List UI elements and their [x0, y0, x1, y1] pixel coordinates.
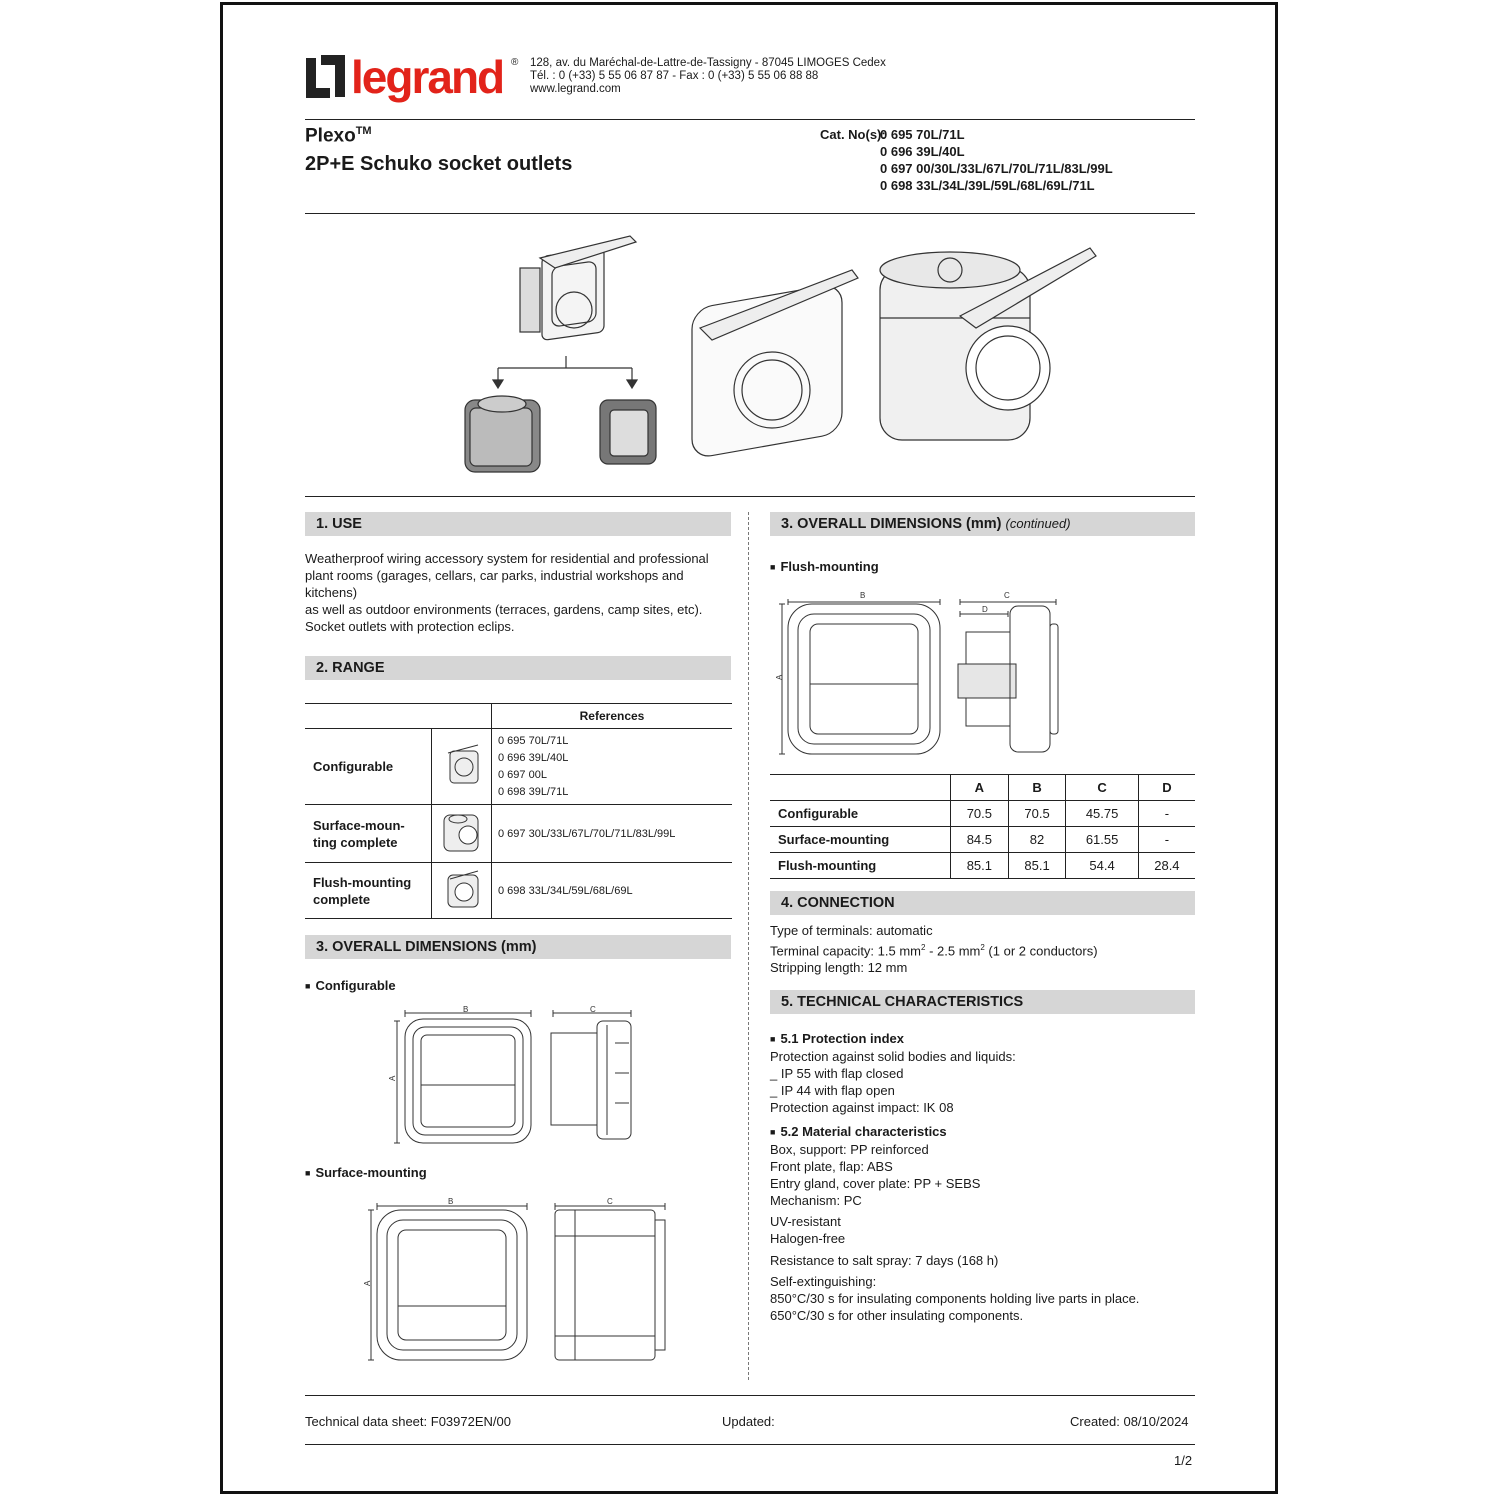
- material-line: Box, support: PP reinforced: [770, 1142, 929, 1157]
- svg-text:A: A: [363, 1280, 372, 1286]
- dim-value: 61.55: [1066, 827, 1138, 853]
- range-table: [305, 703, 732, 919]
- protection-line: _ IP 44 with flap open: [770, 1083, 895, 1098]
- range-ref: 0 698 33L/34L/59L/68L/69L: [492, 863, 733, 919]
- dim-row-label: Surface-mounting: [778, 832, 890, 847]
- configurable-dimension-drawing: [385, 1003, 645, 1153]
- svg-text:D: D: [982, 605, 988, 614]
- dim-row-label: Configurable: [778, 806, 859, 821]
- protection-line: Protection against impact: IK 08: [770, 1100, 954, 1115]
- section-technical-heading: 5. TECHNICAL CHARACTERISTICS: [770, 990, 1195, 1014]
- protection-text: [770, 1048, 1016, 1116]
- updated-date: Updated:: [722, 1414, 775, 1429]
- cat-number: 0 696 39L/40L: [880, 144, 965, 159]
- svg-text:®: ®: [511, 57, 519, 68]
- continued-label: (continued): [1005, 516, 1071, 531]
- cat-label: Cat. No(s):: [820, 127, 886, 142]
- cat-number: 0 698 33L/34L/39L/59L/68L/69L/71L: [880, 178, 1095, 193]
- connection-text: [770, 922, 1098, 976]
- range-ref: 0 696 39L/40L: [498, 751, 569, 764]
- range-ref: 0 698 39L/71L: [498, 785, 569, 798]
- dim-row-label: Flush-mounting: [778, 858, 877, 873]
- range-ref: 0 697 00L: [498, 768, 547, 781]
- protection-subheading: ■ 5.1 Protection index: [770, 1031, 904, 1046]
- protection-line: Protection against solid bodies and liquids:: [770, 1049, 1016, 1064]
- range-row-configurable: [305, 729, 732, 805]
- dim-value: 85.1: [951, 853, 1009, 879]
- surface-thumbnail: [438, 809, 484, 855]
- dim-value: 84.5: [951, 827, 1009, 853]
- svg-text:B: B: [860, 591, 866, 600]
- range-label: Surface-moun-: [313, 817, 405, 833]
- address-line: 128, av. du Maréchal-de-Lattre-de-Tassigny - 87045 LIMOGES Cedex: [530, 57, 886, 69]
- stripping-length: Stripping length: 12 mm: [770, 960, 908, 976]
- dim-col-d: D: [1138, 775, 1195, 801]
- surface-assembled-drawing: [880, 248, 1096, 440]
- svg-text:C: C: [590, 1005, 596, 1014]
- address-web: www.legrand.com: [530, 83, 621, 95]
- dim-value: 28.4: [1138, 853, 1195, 879]
- dim-value: 85.1: [1008, 853, 1066, 879]
- material-line: Front plate, flap: ABS: [770, 1159, 893, 1174]
- use-text: [305, 550, 735, 635]
- brand-name: legrand: [351, 51, 504, 103]
- flush-subheading: ■ Flush-mounting: [770, 559, 879, 574]
- product-name: Plexo™: [305, 125, 372, 147]
- terminal-type: Type of terminals: automatic: [770, 923, 933, 938]
- configurable-mechanism-drawing: [520, 236, 636, 340]
- cat-number: 0 697 00/30L/33L/67L/70L/71L/83L/99L: [880, 161, 1113, 176]
- configurable-thumbnail: [438, 743, 484, 787]
- use-line: Socket outlets with protection eclips.: [305, 619, 515, 634]
- dim-col-b: B: [1008, 775, 1066, 801]
- dimensions-table: [770, 774, 1195, 879]
- dim-value: 82: [1008, 827, 1066, 853]
- range-label: complete: [313, 891, 371, 907]
- material-text: [770, 1141, 980, 1209]
- svg-text:A: A: [775, 674, 784, 680]
- header-rule: [305, 119, 1195, 120]
- section-connection-heading: 4. CONNECTION: [770, 891, 1195, 915]
- dim-col-a: A: [951, 775, 1009, 801]
- section-dimensions-heading: 3. OVERALL DIMENSIONS (mm): [305, 935, 731, 959]
- range-row-flush: [305, 863, 732, 919]
- use-line: Weatherproof wiring accessory system for residential and professional: [305, 551, 709, 566]
- section-rule: [305, 496, 1195, 497]
- section-use-heading: 1. USE: [305, 512, 731, 536]
- dim-value: 45.75: [1066, 801, 1138, 827]
- salt-spray: Resistance to salt spray: 7 days (168 h): [770, 1253, 999, 1268]
- self-extinguishing: [770, 1273, 1139, 1324]
- configurable-subheading: ■ Configurable: [305, 978, 396, 993]
- dim-value: 70.5: [951, 801, 1009, 827]
- range-label: ting complete: [313, 834, 398, 850]
- flush-dimension-drawing: [770, 588, 1070, 760]
- column-divider: [748, 512, 749, 1380]
- page-number: 1/2: [1174, 1453, 1193, 1468]
- halogen-free: Halogen-free: [770, 1231, 846, 1246]
- references-header: References: [492, 704, 733, 729]
- surface-dimension-drawing: [362, 1196, 672, 1366]
- section-dimensions-cont-heading: 3. OVERALL DIMENSIONS (mm) (continued): [770, 512, 1195, 536]
- range-ref: 0 697 30L/33L/67L/70L/71L/83L/99L: [492, 805, 733, 863]
- surface-subheading: ■ Surface-mounting: [305, 1165, 427, 1180]
- sheet-number: Technical data sheet: F03972EN/00: [305, 1414, 511, 1429]
- svg-text:B: B: [448, 1197, 454, 1206]
- dim-row-flush: [770, 853, 1195, 879]
- legrand-logo: [305, 53, 520, 109]
- protection-line: _ IP 55 with flap closed: [770, 1066, 904, 1081]
- dim-row-configurable: [770, 801, 1195, 827]
- range-label: Configurable: [313, 759, 394, 774]
- self-title: Self-extinguishing:: [770, 1274, 877, 1289]
- dim-value: 70.5: [1008, 801, 1066, 827]
- configurable-assembled-drawing: [692, 270, 858, 459]
- terminal-capacity: Terminal capacity: 1.5 $mm^2 - 2.5$ $mm^2$ (1 or 2 conductors): [770, 943, 1098, 959]
- section-range-heading: 2. RANGE: [305, 656, 731, 680]
- uv-resistant: UV-resistant: [770, 1214, 841, 1229]
- footer-rule-top: [305, 1395, 1195, 1396]
- svg-text:C: C: [607, 1197, 613, 1206]
- surface-box-small-drawing: [465, 396, 540, 472]
- flush-frame-small-drawing: [600, 400, 656, 464]
- company-address: [530, 57, 886, 96]
- dim-row-surface: [770, 827, 1195, 853]
- created-date: Created: 08/10/2024: [1070, 1414, 1189, 1429]
- svg-text:B: B: [463, 1005, 469, 1014]
- dim-value: -: [1138, 827, 1195, 853]
- cat-number: 0 695 70L/71L: [880, 127, 965, 142]
- dim-value: -: [1138, 801, 1195, 827]
- self-line: 650°C/30 s for other insulating components.: [770, 1308, 1024, 1323]
- material-line: Entry gland, cover plate: PP + SEBS: [770, 1176, 981, 1191]
- flush-thumbnail: [438, 867, 484, 911]
- self-line: 850°C/30 s for insulating components holding live parts in place.: [770, 1291, 1140, 1306]
- title-rule: [305, 213, 1195, 214]
- material-subheading: ■ 5.2 Material characteristics: [770, 1124, 947, 1139]
- range-ref: 0 695 70L/71L: [498, 734, 569, 747]
- product-illustration: [460, 228, 1100, 478]
- material-line: Mechanism: PC: [770, 1193, 862, 1208]
- footer-rule-bottom: [305, 1444, 1195, 1445]
- use-line: plant rooms (garages, cellars, car parks, industrial workshops and kitchens): [305, 568, 684, 600]
- address-phone: Tél. : 0 (+33) 5 55 06 87 87 - Fax : 0 (+33) 5 55 06 88 88: [530, 70, 819, 82]
- dim-value: 54.4: [1066, 853, 1138, 879]
- dim-col-c: C: [1066, 775, 1138, 801]
- range-row-surface: [305, 805, 732, 863]
- use-line: as well as outdoor environments (terraces, gardens, camp sites, etc).: [305, 602, 703, 617]
- range-label: Flush-mounting: [313, 874, 412, 890]
- svg-text:A: A: [388, 1075, 397, 1081]
- svg-text:C: C: [1004, 591, 1010, 600]
- page-title: 2P+E Schuko socket outlets: [305, 153, 573, 175]
